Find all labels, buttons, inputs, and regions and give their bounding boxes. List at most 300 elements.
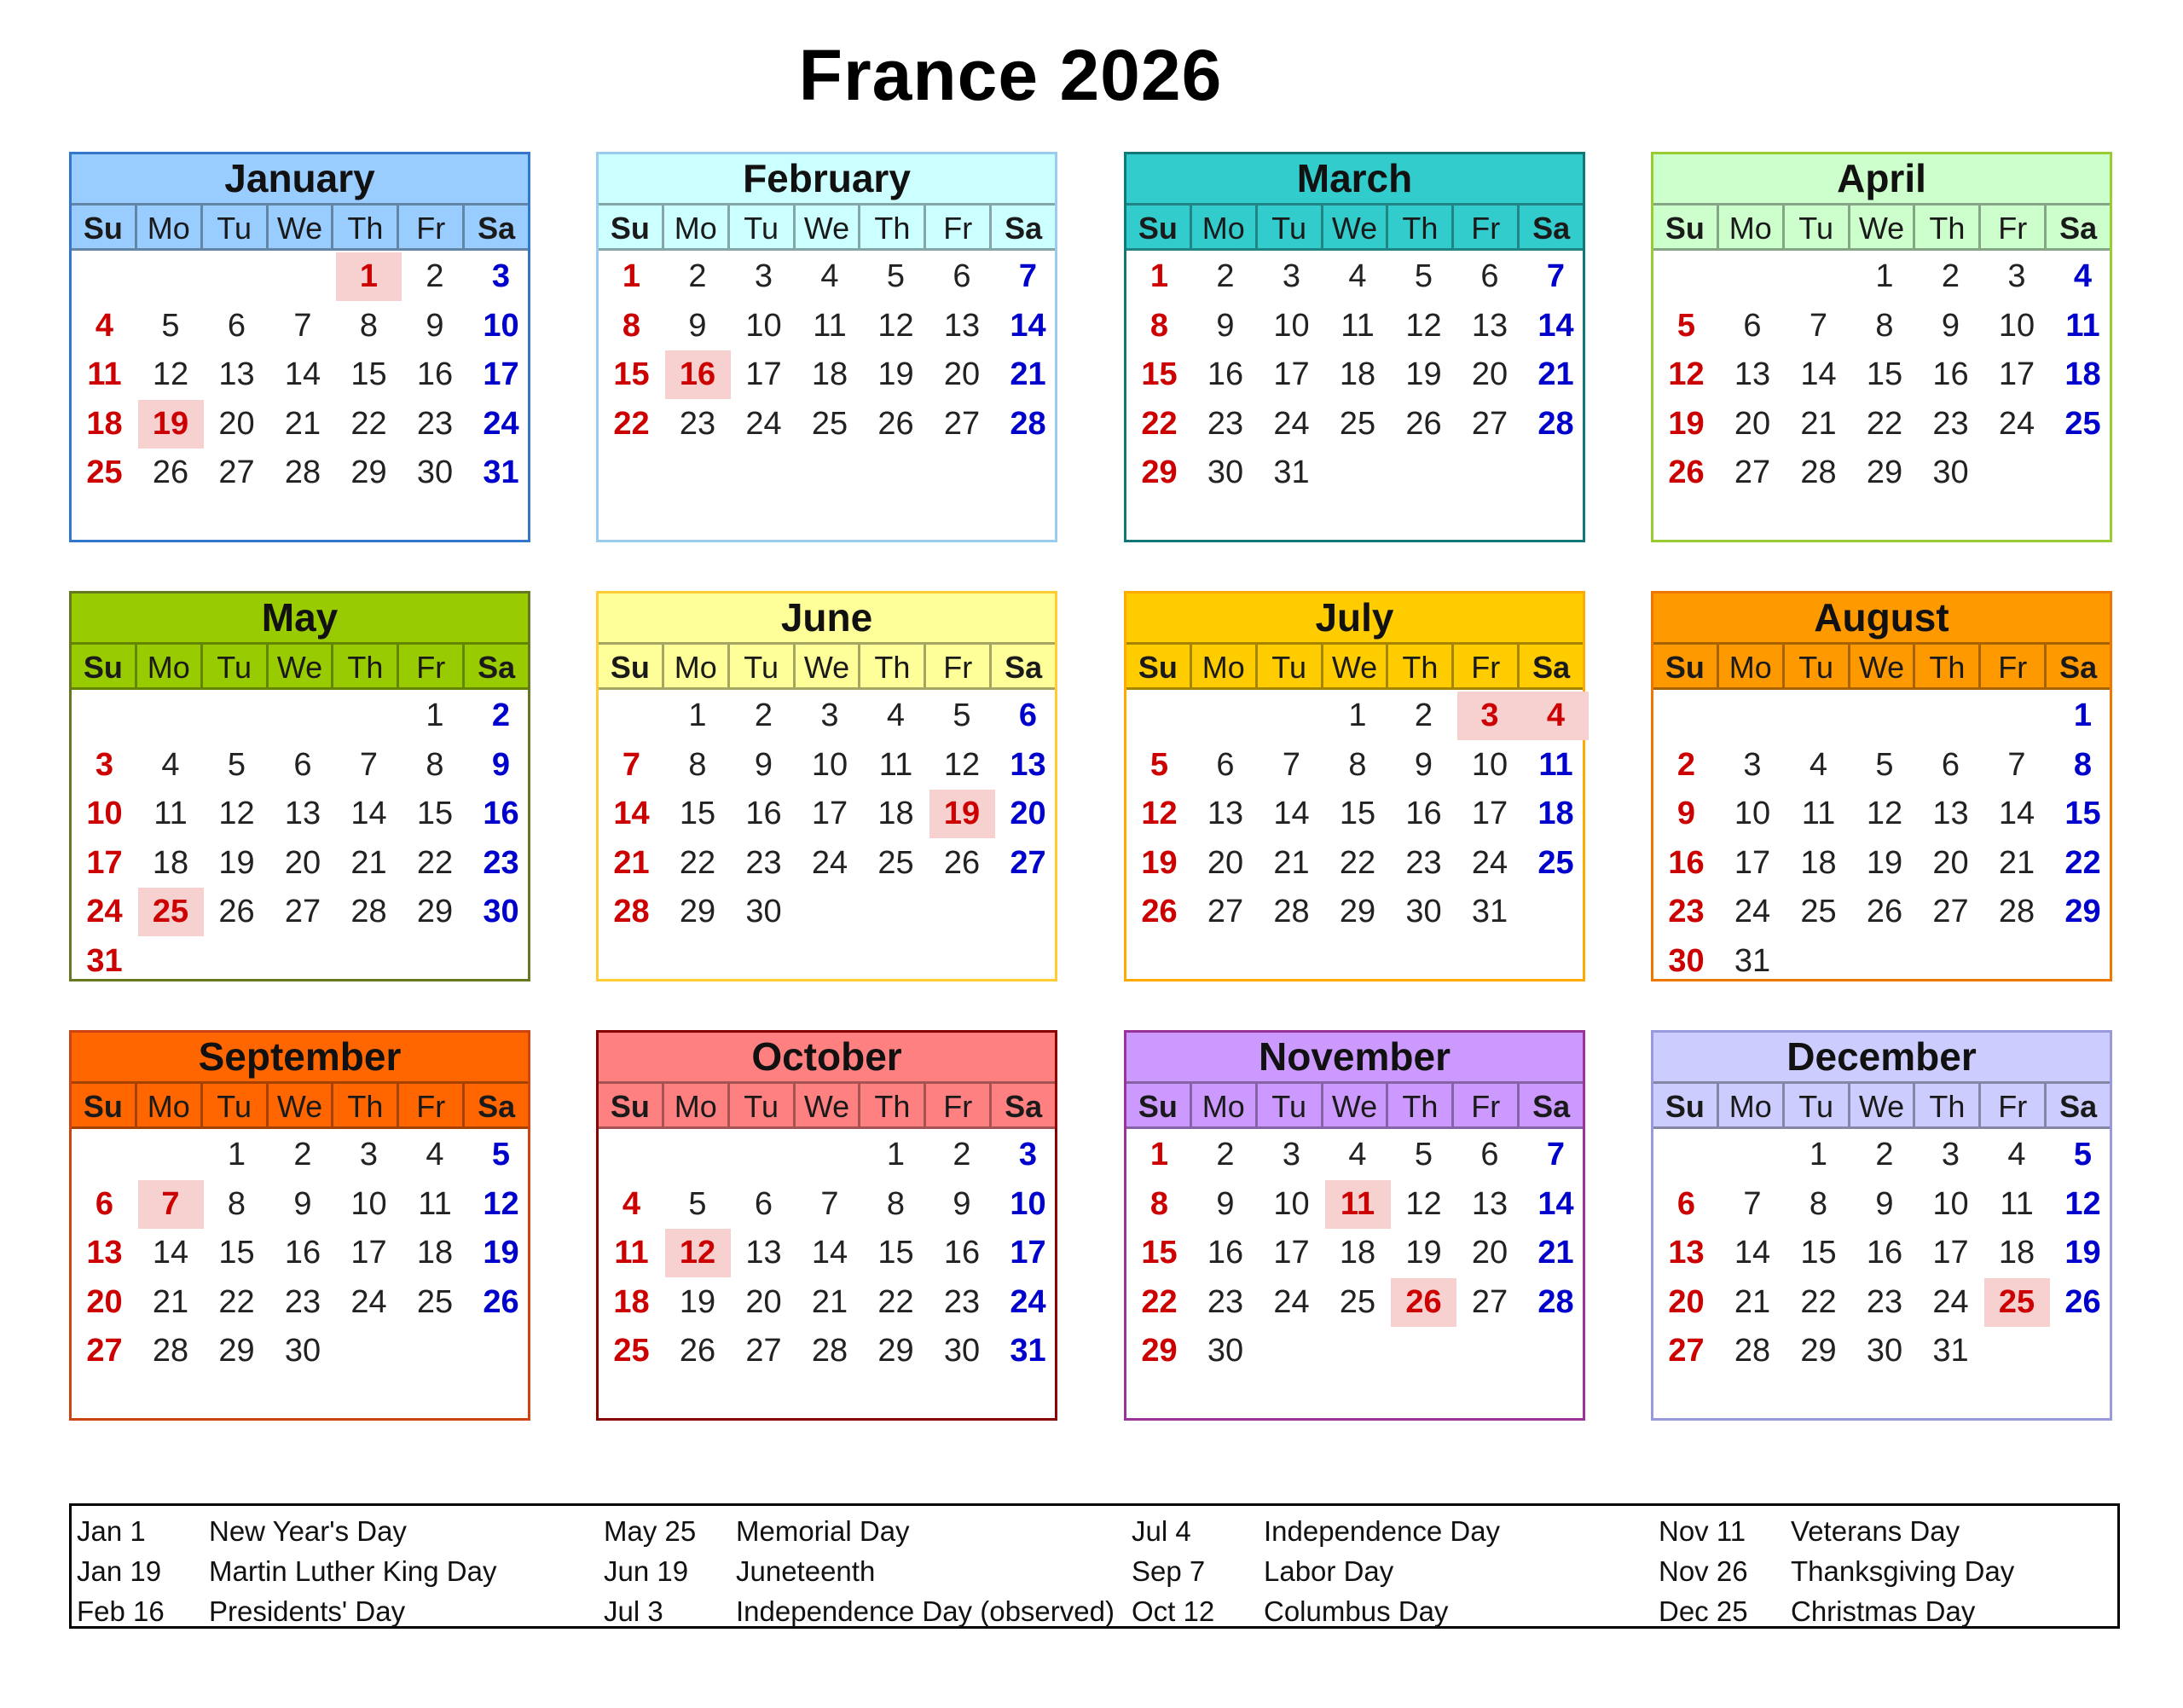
weekday-label: Su [1653,203,1717,251]
day-cell: 1 [1348,698,1367,733]
day-cell: 9 [1875,1185,1894,1222]
day-cell: 23 [1405,844,1442,881]
day-cell: 5 [1414,258,1433,294]
day-cell: 23 [284,1283,321,1320]
day-cell: 26 [1141,894,1178,929]
day-cell: 20 [284,844,321,881]
weekday-label: Th [1386,1081,1451,1129]
weekday-label: We [1848,1081,1914,1129]
weekday-label: Tu [727,203,793,251]
day-grid [1126,690,1583,981]
day-cell: 14 [613,796,650,831]
day-cell: 15 [350,356,387,392]
day-cell: 17 [1273,1235,1310,1271]
day-cell: 26 [483,1283,519,1320]
day-cell: 6 [953,258,971,294]
day-cell: 10 [1998,307,2035,344]
day-cell: 7 [2007,746,2026,783]
day-cell: 25 [811,405,848,442]
day-cell: 25 [613,1333,650,1369]
day-cell: 24 [811,844,848,881]
day-cell: 4 [1809,746,1828,783]
day-cell: 27 [1207,894,1244,929]
weekday-label: Mo [1717,203,1782,251]
day-cell: 8 [1149,307,1169,344]
day-cell: 7 [1743,1185,1762,1222]
holiday-date: Jan 1 [77,1515,146,1547]
holiday-entry [1132,1591,1500,1631]
day-cell: 6 [1676,1185,1696,1222]
day-cell: 20 [1668,1283,1705,1320]
day-cell: 10 [1273,1185,1310,1222]
day-cell: 9 [1941,307,1960,344]
day-cell: 10 [350,1185,387,1222]
weekday-header-row [72,203,528,251]
holiday-name: Columbus Day [1264,1595,1449,1627]
day-cell: 9 [491,746,511,783]
holiday-day-cell: 26 [1391,1278,1456,1327]
day-cell: 28 [811,1333,848,1369]
month-name: January [72,154,528,203]
day-cell: 24 [350,1283,387,1320]
weekday-label: Tu [1255,203,1321,251]
day-cell: 24 [1998,405,2035,442]
day-grid [1126,1129,1583,1421]
day-cell: 2 [1676,746,1696,783]
holiday-entry [77,1511,497,1551]
month-name: August [1653,593,2110,642]
day-cell: 24 [483,405,519,442]
day-cell: 10 [86,796,123,831]
day-cell: 1 [1809,1137,1828,1172]
weekday-label: Mo [135,203,200,251]
day-cell: 7 [293,307,312,344]
day-cell: 30 [1207,1333,1244,1369]
weekday-header-row [1126,203,1583,251]
day-cell: 22 [613,405,650,442]
day-cell: 3 [1282,258,1301,294]
day-cell: 2 [293,1137,312,1172]
day-cell: 27 [1471,1283,1508,1320]
day-cell: 10 [1273,307,1310,344]
month-name: February [599,154,1055,203]
holiday-name: Martin Luther King Day [209,1555,497,1587]
day-cell: 5 [953,698,971,733]
day-cell: 16 [1866,1235,1903,1271]
day-cell: 4 [2007,1137,2026,1172]
day-cell: 28 [1734,1333,1771,1369]
month-name: April [1653,154,2110,203]
weekday-header-row [1126,642,1583,690]
day-cell: 16 [943,1235,981,1271]
day-cell: 19 [679,1283,716,1320]
day-cell: 15 [679,796,716,831]
day-cell: 15 [1866,356,1903,392]
day-cell: 30 [745,894,782,929]
day-cell: 13 [284,796,321,831]
day-cell: 14 [1800,356,1837,392]
holiday-entry [1132,1551,1500,1591]
day-cell: 26 [218,894,255,929]
month-august [1651,591,2112,981]
day-cell: 6 [1941,746,1960,783]
holiday-name: Presidents' Day [209,1595,406,1627]
day-cell: 3 [1941,1137,1960,1172]
day-cell: 3 [491,258,511,294]
day-cell: 3 [2007,258,2026,294]
day-cell: 8 [688,746,707,783]
weekday-label: Fr [924,1081,989,1129]
weekday-header-row [1653,1081,2110,1129]
day-cell: 28 [1010,405,1046,442]
day-cell: 18 [1339,356,1376,392]
day-cell: 27 [1734,455,1771,490]
day-cell: 12 [1668,356,1705,392]
weekday-label: Su [599,203,662,251]
day-cell: 4 [161,746,180,783]
day-cell: 29 [679,894,716,929]
day-cell: 16 [416,356,454,392]
weekday-label: Tu [1782,1081,1848,1129]
day-cell: 19 [1405,1235,1442,1271]
day-cell: 20 [1932,844,1969,881]
day-cell: 28 [1537,405,1574,442]
day-grid [1126,251,1583,542]
weekday-label: We [1321,642,1387,690]
day-cell: 17 [350,1235,387,1271]
day-cell: 12 [2064,1185,2101,1222]
day-cell: 22 [350,405,387,442]
day-cell: 23 [1207,1283,1244,1320]
weekday-label: We [793,1081,859,1129]
day-cell: 8 [227,1185,246,1222]
day-cell: 5 [1676,307,1696,344]
weekday-label: Mo [1717,1081,1782,1129]
weekday-label: We [1848,642,1914,690]
day-cell: 28 [284,455,321,490]
day-cell: 18 [1998,1235,2035,1271]
weekday-label: Su [72,642,135,690]
weekday-label: Th [858,203,924,251]
day-cell: 11 [87,356,122,392]
day-cell: 2 [491,698,511,733]
day-cell: 13 [1471,307,1508,344]
day-grid [599,1129,1055,1421]
day-cell: 6 [1018,698,1038,733]
day-cell: 29 [416,894,454,929]
holiday-day-cell: 3 [1457,692,1523,740]
day-cell: 14 [811,1235,848,1271]
day-cell: 14 [1010,307,1046,344]
weekday-label: Mo [135,642,200,690]
holiday-date: Jul 3 [604,1595,663,1627]
day-cell: 19 [1141,844,1178,881]
weekday-label: Su [1126,642,1190,690]
weekday-label: Su [1126,203,1190,251]
day-cell: 30 [943,1333,981,1369]
holiday-day-cell: 25 [1984,1278,2050,1327]
day-cell: 16 [1668,844,1705,881]
day-cell: 23 [943,1283,981,1320]
day-cell: 11 [418,1185,452,1222]
day-cell: 10 [483,307,519,344]
holiday-entry [1659,1551,2014,1591]
weekday-label: Fr [397,203,462,251]
day-cell: 14 [350,796,387,831]
day-cell: 22 [877,1283,914,1320]
weekday-label: We [266,203,332,251]
day-cell: 3 [754,258,773,294]
day-cell: 9 [1676,796,1696,831]
day-cell: 19 [483,1235,519,1271]
day-cell: 25 [877,844,914,881]
day-cell: 2 [1875,1137,1894,1172]
day-cell: 15 [218,1235,255,1271]
weekday-label: Fr [1451,1081,1517,1129]
day-cell: 23 [1932,405,1969,442]
day-cell: 3 [359,1137,379,1172]
day-cell: 12 [943,746,981,783]
day-cell: 4 [1348,1137,1367,1172]
day-cell: 2 [426,258,444,294]
weekday-label: Tu [727,642,793,690]
day-cell: 18 [1800,844,1837,881]
day-cell: 21 [613,844,650,881]
day-cell: 13 [1207,796,1244,831]
day-cell: 28 [350,894,387,929]
day-cell: 27 [218,455,255,490]
day-cell: 20 [745,1283,782,1320]
day-cell: 20 [1734,405,1771,442]
day-cell: 19 [1668,405,1705,442]
day-cell: 14 [1537,1185,1574,1222]
weekday-label: Fr [397,642,462,690]
weekday-label: Su [1653,642,1717,690]
page-title: France 2026 [798,35,1223,115]
holiday-name: Independence Day (observed) [736,1595,1115,1627]
day-cell: 23 [1866,1283,1903,1320]
day-cell: 14 [1537,307,1574,344]
weekday-header-row [599,642,1055,690]
day-cell: 1 [1875,258,1894,294]
day-cell: 12 [152,356,189,392]
day-cell: 29 [2064,894,2101,929]
weekday-label: Sa [2044,203,2110,251]
day-cell: 6 [1480,258,1499,294]
day-cell: 7 [622,746,641,783]
day-cell: 8 [1875,307,1894,344]
day-cell: 19 [1405,356,1442,392]
day-cell: 10 [1932,1185,1969,1222]
weekday-label: We [793,203,859,251]
day-cell: 8 [1809,1185,1828,1222]
day-cell: 21 [1998,844,2035,881]
weekday-label: Tu [1255,642,1321,690]
day-cell: 28 [1998,894,2035,929]
day-cell: 14 [152,1235,189,1271]
day-cell: 10 [1734,796,1771,831]
day-cell: 26 [2064,1283,2101,1320]
holiday-day-cell: 25 [138,888,204,936]
day-cell: 8 [1348,746,1367,783]
day-cell: 30 [483,894,519,929]
day-cell: 13 [218,356,255,392]
weekday-label: Mo [1717,642,1782,690]
day-cell: 30 [1405,894,1442,929]
day-cell: 5 [227,746,246,783]
weekday-label: Mo [662,642,727,690]
day-cell: 2 [953,1137,971,1172]
weekday-label: Th [331,642,397,690]
holiday-entry [77,1591,497,1631]
day-cell: 6 [95,1185,114,1222]
day-cell: 23 [1207,405,1244,442]
day-cell: 17 [86,844,123,881]
month-name: September [72,1033,528,1081]
weekday-header-row [1653,642,2110,690]
day-cell: 21 [1010,356,1046,392]
day-cell: 11 [1538,746,1573,783]
day-cell: 15 [613,356,650,392]
day-cell: 16 [1405,796,1442,831]
weekday-label: Mo [662,203,727,251]
holiday-day-cell: 19 [929,790,995,838]
day-cell: 8 [426,746,444,783]
weekday-label: Fr [1978,642,2044,690]
month-february [596,152,1057,542]
day-cell: 28 [1800,455,1837,490]
day-cell: 8 [622,307,641,344]
weekday-label: We [1321,1081,1387,1129]
day-cell: 26 [1405,405,1442,442]
day-cell: 30 [284,1333,321,1369]
day-cell: 28 [152,1333,189,1369]
holiday-name: Christmas Day [1791,1595,1976,1627]
day-cell: 9 [688,307,707,344]
day-cell: 25 [1537,844,1574,881]
day-cell: 5 [688,1185,707,1222]
month-december [1651,1030,2112,1421]
weekday-label: Tu [200,1081,266,1129]
day-cell: 25 [86,455,123,490]
day-cell: 16 [1932,356,1969,392]
holiday-day-cell: 7 [138,1180,204,1229]
month-name: July [1126,593,1583,642]
day-cell: 11 [614,1235,649,1271]
weekday-label: Th [331,203,397,251]
day-cell: 11 [1801,796,1836,831]
day-cell: 2 [1216,1137,1235,1172]
day-cell: 21 [284,405,321,442]
weekday-label: Fr [924,642,989,690]
weekday-label: Tu [1782,203,1848,251]
day-cell: 4 [426,1137,444,1172]
day-cell: 11 [2065,307,2100,344]
day-cell: 18 [1339,1235,1376,1271]
day-cell: 7 [1546,1137,1566,1172]
day-cell: 6 [1743,307,1762,344]
month-march [1124,152,1585,542]
weekday-label: Sa [462,642,528,690]
holiday-name: Independence Day [1264,1515,1501,1547]
day-cell: 18 [86,405,123,442]
day-cell: 6 [1480,1137,1499,1172]
holiday-day-cell: 11 [1325,1180,1391,1229]
day-cell: 6 [754,1185,773,1222]
day-cell: 21 [1273,844,1310,881]
day-cell: 8 [886,1185,906,1222]
day-cell: 31 [1273,455,1310,490]
day-cell: 1 [622,258,641,294]
day-cell: 3 [1743,746,1762,783]
day-cell: 12 [877,307,914,344]
day-cell: 2 [754,698,773,733]
day-cell: 7 [1018,258,1038,294]
day-cell: 24 [745,405,782,442]
day-cell: 22 [1866,405,1903,442]
day-cell: 31 [1734,942,1771,979]
day-cell: 6 [227,307,246,344]
day-cell: 4 [2073,258,2093,294]
day-cell: 28 [1537,1283,1574,1320]
day-cell: 8 [2073,746,2093,783]
weekday-label: Fr [397,1081,462,1129]
day-cell: 21 [1537,1235,1574,1271]
day-cell: 22 [2064,844,2101,881]
holiday-entry [1659,1591,2014,1631]
day-cell: 27 [86,1333,123,1369]
month-name: October [599,1033,1055,1081]
day-cell: 21 [1800,405,1837,442]
day-cell: 31 [1471,894,1508,929]
day-cell: 12 [1141,796,1178,831]
weekday-label: Th [1913,1081,1978,1129]
day-cell: 4 [1348,258,1367,294]
day-cell: 3 [1282,1137,1301,1172]
month-november [1124,1030,1585,1421]
day-cell: 5 [886,258,906,294]
weekday-label: Su [1653,1081,1717,1129]
day-cell: 30 [1932,455,1969,490]
day-cell: 7 [1546,258,1566,294]
month-name: May [72,593,528,642]
weekday-label: Th [1386,203,1451,251]
month-july [1124,591,1585,981]
month-september [69,1030,530,1421]
month-name: December [1653,1033,2110,1081]
day-cell: 20 [1471,1235,1508,1271]
day-cell: 27 [284,894,321,929]
holiday-day-cell: 1 [336,252,402,301]
day-cell: 15 [877,1235,914,1271]
day-cell: 24 [1010,1283,1046,1320]
holiday-entry [1659,1511,2014,1551]
day-cell: 6 [1216,746,1235,783]
day-cell: 19 [218,844,255,881]
day-cell: 10 [1471,746,1508,783]
weekday-label: Sa [462,203,528,251]
day-cell: 24 [86,894,123,929]
day-cell: 27 [1668,1333,1705,1369]
day-grid [599,690,1055,981]
day-cell: 24 [1471,844,1508,881]
holiday-list [69,1503,2120,1629]
day-cell: 12 [1866,796,1903,831]
day-cell: 4 [820,258,839,294]
holiday-entry [77,1551,497,1591]
day-cell: 14 [1734,1235,1771,1271]
month-january [69,152,530,542]
